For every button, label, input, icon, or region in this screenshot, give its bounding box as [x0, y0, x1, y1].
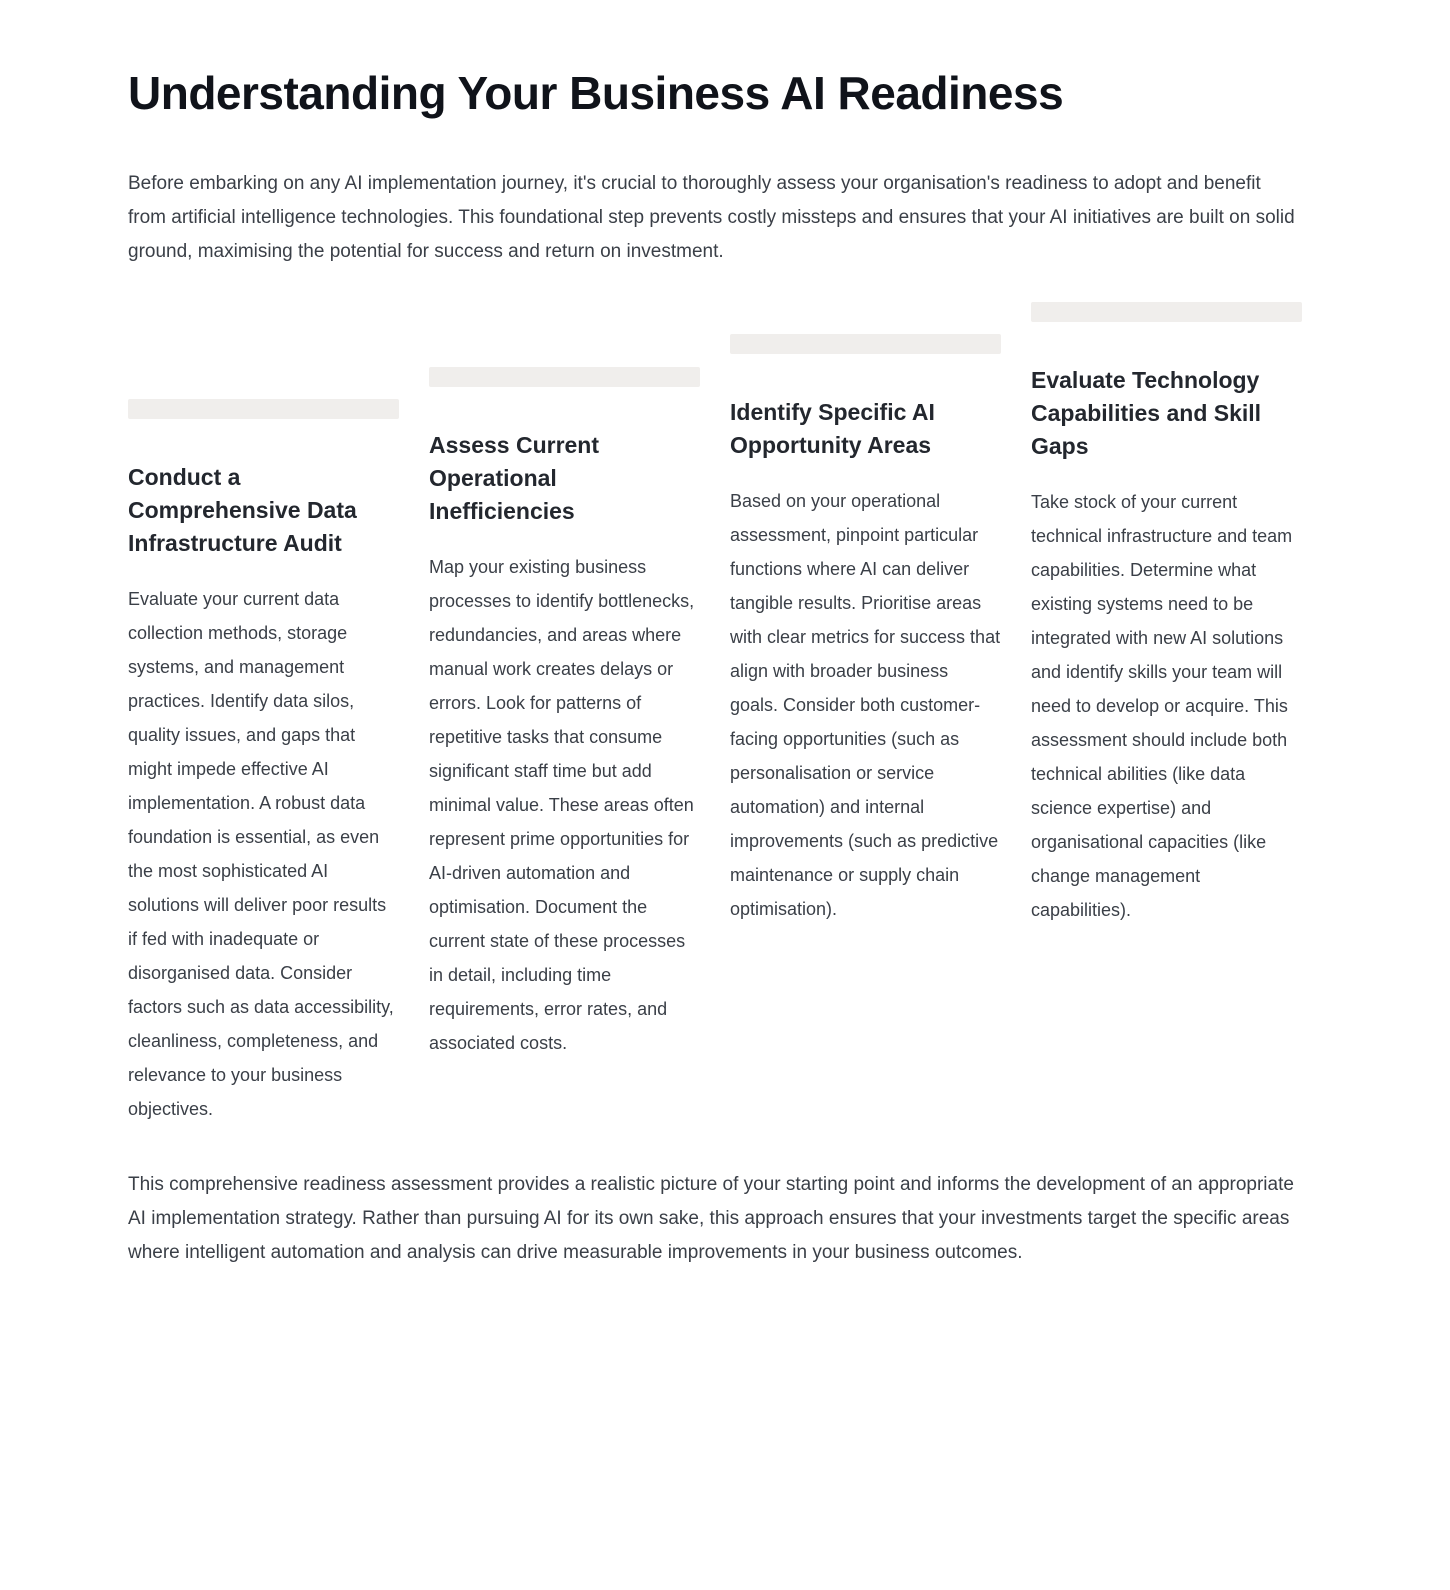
step-body: Based on your operational assessment, pinpoint particular functions where AI can deliver tangible results. Prioritise areas with clear metrics for success that align with broader business goals. Consider both customer-facing opportunities (such as personalisation or service automation) and internal improvements (such as predictive maintenance or supply chain optimisation). [730, 491, 1001, 920]
step-heading: Identify Specific AI Opportunity Areas [730, 399, 935, 459]
image-placeholder [128, 399, 399, 419]
step-body: Take stock of your current technical infrastructure and team capabilities. Determine what existing systems need to be integrated with new AI solutions and identify skills your team will need to develop or acquire. This assessment should include both technical abilities (like data science expertise) and organisational capacities (like change management capabilities). [1031, 492, 1293, 921]
step-body: Map your existing business processes to identify bottlenecks, redundancies, and areas where manual work creates delays or errors. Look for patterns of repetitive tasks that consume significant staff time but add minimal value. These areas often represent prime opportunities for AI-driven automation and optimisation. Document the current state of these processes in detail, including time requirements, error rates, and associated costs. [429, 557, 695, 1054]
closing-paragraph: This comprehensive readiness assessment provides a realistic picture of your starting point and informs the development of an appropriate AI implementation strategy. Rather than pursuing AI for its own sake, this approach ensures that your investments target the specific areas where intelligent automation and analysis can drive measurable improvements in your business outcomes. [128, 1174, 1294, 1264]
step-heading: Evaluate Technology Capabilities and Skill Gaps [1031, 367, 1262, 460]
step-column-technology-skill-gaps [1031, 302, 1302, 927]
step-column-ai-opportunity-areas [730, 334, 1001, 926]
page-title: Understanding Your Business AI Readiness [128, 67, 1064, 119]
step-heading: Assess Current Operational Inefficiencies [429, 432, 600, 525]
step-body: Evaluate your current data collection methods, storage systems, and management practices. Identify data silos, quality issues, and gaps that might impede effective AI implementation. A robust data foundation is essential, as even the most sophisticated AI solutions will deliver poor results if fed with inadequate or disorganised data. Consider factors such as data accessibility, cleanliness, completeness, and relevance to your business objectives. [128, 589, 394, 1120]
readiness-steps-grid [128, 302, 1302, 1126]
step-column-operational-inefficiencies [429, 367, 700, 1060]
image-placeholder [730, 334, 1001, 354]
image-placeholder [1031, 302, 1302, 322]
image-placeholder [429, 367, 700, 387]
step-heading: Conduct a Comprehensive Data Infrastructure Audit [128, 464, 357, 557]
step-column-data-audit [128, 399, 399, 1126]
intro-paragraph: Before embarking on any AI implementation journey, it's crucial to thoroughly assess your organisation's readiness to adopt and benefit from artificial intelligence technologies. This foundational step prevents costly missteps and ensures that your AI initiatives are built on solid ground, maximising the potential for success and return on investment. [128, 173, 1295, 263]
